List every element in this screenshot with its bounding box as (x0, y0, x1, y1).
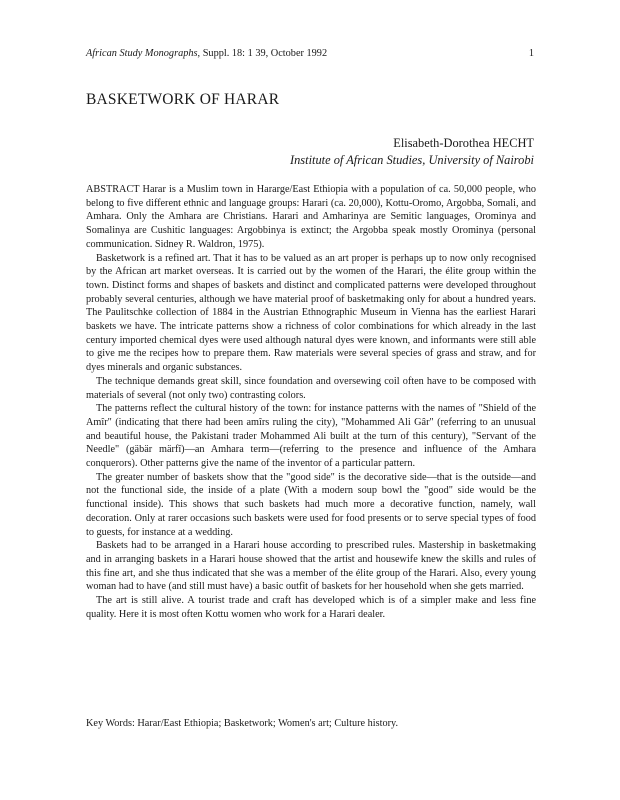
body-paragraph: The patterns reflect the cultural history of the town: for instance patterns with the names of "Shield of the Amîr" (indicating that there had been amîrs ruling the city), "Mohammed Ali Gâr" (referring to an unusual and beautiful house, the Pakistani trader Mohammed Ali built at the turn of this century), "Servant of the Needle" (gäbär märfî)—an Amhara term—(referring to the presence and influence of the Amhara conquerors). Other patterns give the name of the inventor of a particular pattern. (86, 403, 536, 470)
page-number: 1 (528, 48, 534, 59)
body-paragraph: Basketwork is a refined art. That it has to be valued as an art proper is perhaps up to now only recognised by the African art market overseas. It is carried out by the women of the Harari, the élite group within the town. Distinct forms and shapes of baskets and distinct and complicated patterns were developed throughout probably several centuries, although we have material proof of basketmaking only for about a hundred years. The Paulitschke collection of 1884 in the Austrian Ethnographic Museum in Vienna has the earliest Harari baskets we have. The intricate patterns show a richness of color combinations for which already in the last century imported chemical dyes were used although natural dyes were known, and informants were still able to give me the recipes how to prepare them. Raw materials were several species of grass and straw, and for dyes minerals and organic substances. (86, 252, 536, 374)
article-body (86, 183, 536, 622)
author-block (290, 135, 534, 169)
author-name: Elisabeth-Dorothea HECHT (393, 136, 534, 150)
journal-name: African Study Monographs (86, 48, 198, 59)
abstract-paragraph: ABSTRACT Harar is a Muslim town in Hararge/East Ethiopia with a population of ca. 50,000 people, who belong to five different ethnic and language groups: Harari (ca. 20,000), Kottu-Oromo, Argobba, Somali, and Amhara. Only the Amhara are Christians. Harari and Amharinya are Semitic languages, Orominya and Somalinya are Cushitic languages: Argobbinya is extinct; the Argobba speak mostly Orominya (personal communication. Sidney R. Waldron, 1975). (86, 184, 536, 250)
body-paragraph: Baskets had to be arranged in a Harari house according to prescribed rules. Mastership in basketmaking and in arranging baskets in a Harari house showed that the artist and housewife knew the skills and rules of this fine art, and she thus indicated that she was a member of the élite group of the Harari. Also, every young woman had to have (and still must have) a basic outfit of baskets for her household when she gets married. (86, 540, 536, 593)
citation-details: , Suppl. 18: 1 39, October 1992 (197, 48, 328, 59)
running-header (86, 48, 534, 59)
journal-citation (86, 48, 327, 59)
article-title: BASKETWORK OF HARAR (86, 91, 280, 108)
body-paragraph: The art is still alive. A tourist trade and craft has developed which is of a simpler make and less fine quality. Here it is most often Kottu women who work for a Harari dealer. (86, 595, 536, 620)
author-affiliation: Institute of African Studies, University of Nairobi (289, 153, 534, 167)
body-paragraph: The greater number of baskets show that the "good side" is the decorative side—that is the outside—and not the functional side, the inside of a plate (With a modern soup bowl the "good" side would be the functional inside). This shows that such baskets had much more a decorative function, namely, wall decoration. Only at rarer occasions such baskets were used for food presents or to serve special types of food to guests, for instance at a wedding. (86, 471, 536, 538)
keywords: Key Words: Harar/East Ethiopia; Basketwork; Women's art; Culture history. (86, 718, 399, 729)
body-paragraph: The technique demands great skill, since foundation and oversewing coil often have to be composed with materials of several (not only two) contrasting colors. (86, 375, 536, 401)
